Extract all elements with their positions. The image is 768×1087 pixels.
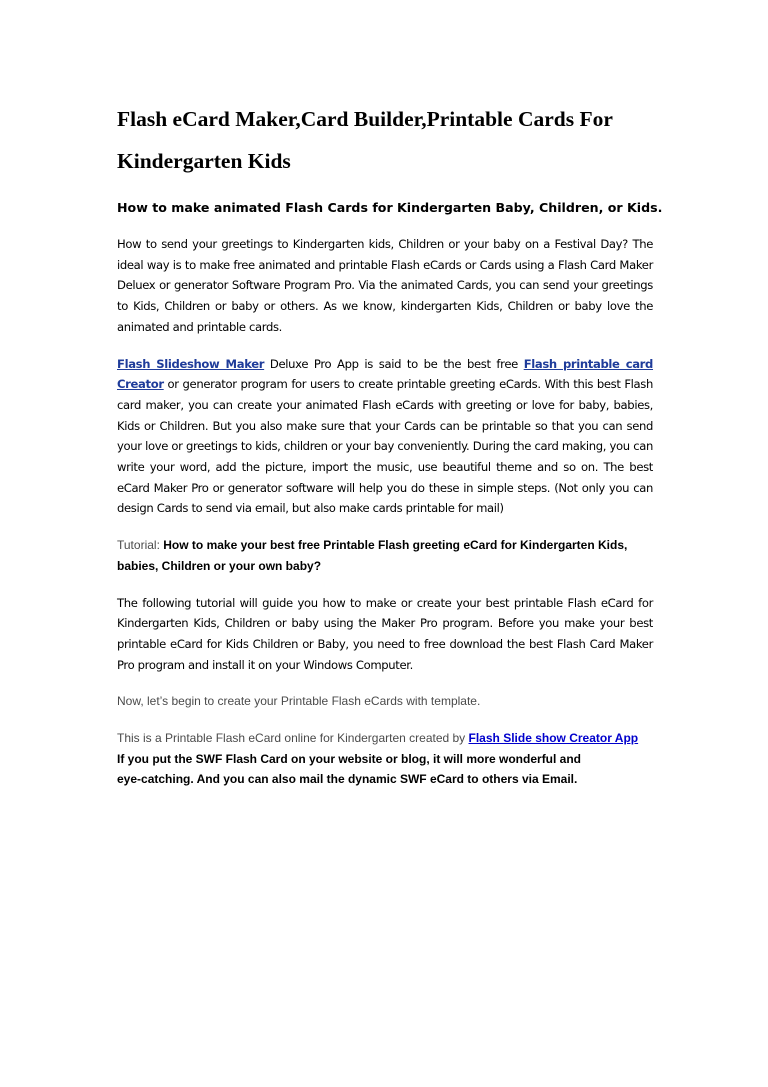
swf-card-line-2: eye-catching. And you can also mail the dynamic SWF eCard to others via Email. bbox=[117, 772, 578, 787]
flash-slide-show-creator-app-link[interactable]: Flash Slide show Creator App bbox=[468, 731, 639, 746]
tutorial-label: Tutorial: bbox=[117, 538, 164, 553]
page-title: Flash eCard Maker,Card Builder,Printable Cards For Kindergarten Kids bbox=[117, 107, 613, 173]
slideshow-maker-paragraph bbox=[117, 354, 653, 520]
creator-app-line bbox=[117, 728, 653, 749]
tutorial-heading bbox=[117, 535, 653, 576]
tutorial-title: How to make your best free Printable Flash greeting eCard for Kindergarten Kids, babies, Children or your own baby? bbox=[117, 538, 628, 573]
paragraph-text: This is a Printable Flash eCard online for Kindergarten created by bbox=[117, 731, 469, 746]
flash-printable-card-creator-link[interactable]: Flash printable card Creator bbox=[117, 356, 654, 392]
creator-app-paragraph bbox=[117, 728, 653, 790]
paragraph-text: or generator program for users to create printable greeting eCards. With this best Flash card maker, you can create your animated Flash eCards with greeting or love for baby, babies, Kids or Children. But you also make sure that your Cards can be printable so that you can send your love or greetings to kids, children or your bay conveniently. During the card making, you can write your word, add the picture, import the music, use beautiful theme and so on. The best eCard Maker Pro or generator software will help you do these in simple steps. (Not only you can design Cards to send via email, but also make cards printable for mail) bbox=[117, 377, 653, 516]
swf-card-line-1: If you put the SWF Flash Card on your website or blog, it will more wonderful and bbox=[117, 751, 582, 766]
intro-paragraph: How to send your greetings to Kindergarten kids, Children or your baby on a Festival Day? The ideal way is to make free animated and printable Flash eCards or Cards using a Flash Card Maker Deluex or generator Software Program Pro. Via the animated Cards, you can send your greetings to Kids, Children or baby or others. As we know, kindergarten Kids, Children or baby love the animated and printable cards. bbox=[117, 237, 653, 334]
document-content bbox=[117, 98, 663, 790]
flash-slideshow-maker-link[interactable]: Flash Slideshow Maker bbox=[117, 356, 265, 371]
begin-paragraph: Now, let’s begin to create your Printable Flash eCards with template. bbox=[117, 694, 481, 709]
paragraph-text: Deluxe Pro App is said to be the best free bbox=[264, 356, 524, 371]
tutorial-intro-paragraph: The following tutorial will guide you how to make or create your best printable Flash eCard for Kindergarten Kids, Children or baby using the Maker Pro program. Before you make your best printable eCard for Kids Children or Baby, you need to free download the best Flash Card Maker Pro program and install it on your Windows Computer. bbox=[117, 595, 653, 672]
section-subtitle: How to make animated Flash Cards for Kindergarten Baby, Children, or Kids. bbox=[117, 200, 663, 215]
